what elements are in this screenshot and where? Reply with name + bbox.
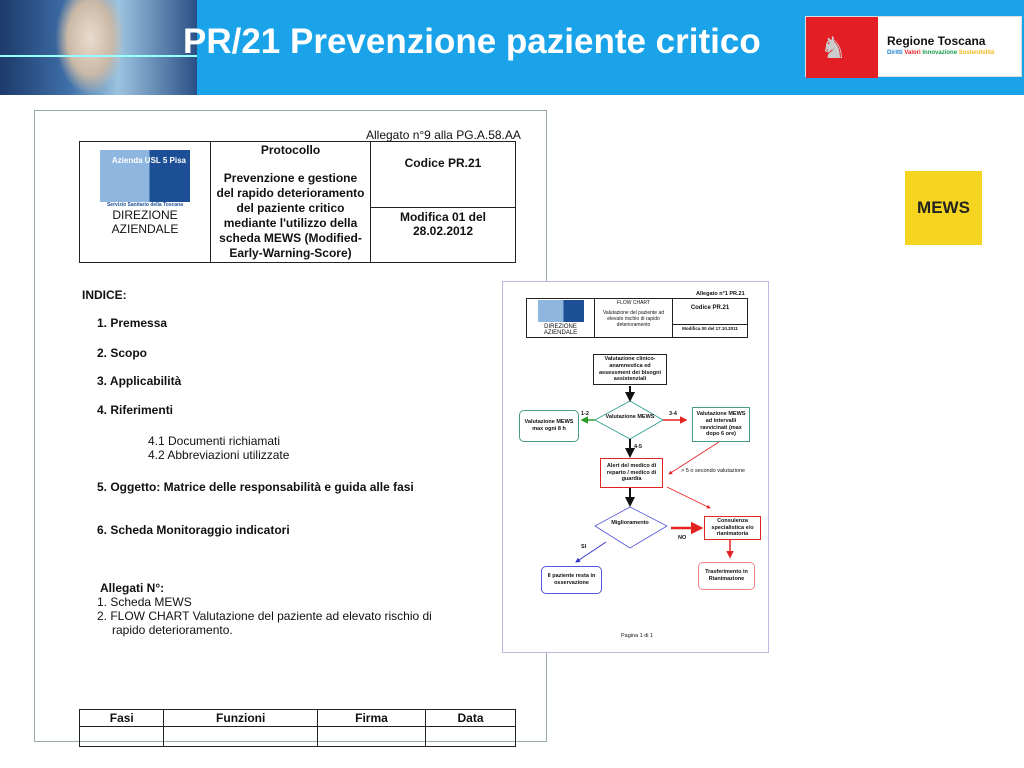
title-bar [0,0,1024,95]
index-item: 1. Premessa [97,316,168,330]
logo-name: Regione Toscana [887,34,986,48]
col-fasi: Fasi [80,710,164,727]
flow-description: Valutazione del paziente ad elevato rischio di rapido deterioramento [602,310,665,328]
logo-sub: Servizio Sanitario della Toscana [106,202,184,208]
header-photo [0,0,197,95]
node-mid-risk: Valutazione MEWS ad intervalli ravvicinati (max dopo 6 ore) [692,407,750,442]
tag-2: Valori [904,50,921,56]
index-item: 2. Scopo [97,346,148,360]
flow-modifica: Modifica 00 del 17.10.2011 [673,325,748,338]
pegasus-flag-icon: ♞ [806,17,878,78]
node-consult: Consulenza specialistica e/o rianimatoria [704,516,761,540]
node-start: Valutazione clinico-anamnestica ed assessment dei bisogni assistenziali [593,354,667,385]
flow-codice: Codice PR.21 [673,299,748,325]
slide-title: PR/21 Prevenzione paziente critico [183,22,761,61]
sub-item: 4.1 Documenti richiamati [148,434,281,448]
allegato-item: 1. Scheda MEWS [97,595,192,609]
col-funzioni: Funzioni [164,710,317,727]
flowchart-document [502,281,769,653]
index-item: 4. Riferimenti [97,403,174,417]
mews-badge: MEWS [905,171,982,245]
node-observe: Il paziente resta in osservazione [541,566,602,594]
tag-3: Innovazione [922,50,958,56]
edge-label-high: 4-5 [634,444,642,450]
node-alert: Alert del medico di reparto / medico di guardia [600,458,663,488]
regione-toscana-logo [805,16,1022,77]
sub-item: 4.2 Abbreviazioni utilizzate [148,448,290,462]
allegato-item: 2. FLOW CHART Valutazione del paziente ad elevato rischio di rapido deterioramento. [97,609,432,638]
edge-label-mid: 3-4 [669,411,677,417]
node-transfer: Trasferimento in Rianimazione [698,562,755,590]
edge-label-low: 1-2 [581,411,589,417]
mews-diamond [595,401,663,439]
index-item: 3. Applicabilità [97,374,182,388]
logo-tagline [887,50,994,56]
modifica: Modifica 01 del 28.02.2012 [371,208,516,263]
tag-1: Diritti [887,50,903,56]
tag-4: Sostenibilità [958,50,995,56]
node-improve: Miglioramento [611,520,649,526]
index-item: 6. Scheda Monitoraggio indicatori [97,523,290,537]
flow-allegato: Allegato n°1 PR.21 [696,291,745,297]
edge-label-yes: SI [581,544,587,550]
node-mews: Valutazione MEWS [605,414,655,420]
direzione: DIREZIONE AZIENDALE [111,208,179,236]
allegati-title: Allegati N°: [100,581,165,595]
codice: Codice PR.21 [371,142,516,208]
flow-title: FLOW CHART [617,300,650,306]
indice-title: INDICE: [82,288,127,302]
protocol-header-table [79,141,516,263]
allegato-label: Allegato n°9 alla PG.A.58.AA [366,128,521,142]
page-footer: Pagina 1 di 1 [621,633,654,639]
protocol-description: Prevenzione e gestione del rapido deterioramento del paziente critico mediante l'utilizzo della scheda MEWS (Modified-Early-Warning-Score) [216,171,365,260]
node-low-risk: Valutazione MEWS max ogni 8 h [519,410,579,442]
index-item: 5. Oggetto: Matrice delle responsabilità e guida alle fasi [97,480,414,494]
signature-table [79,709,516,747]
edge-label-escalate: > 5 o secondo valutazione [681,468,746,474]
protocol-document [34,110,547,742]
col-firma: Firma [317,710,425,727]
edge-label-no: NO [678,535,687,541]
flow-direzione: DIREZIONE AZIENDALE [543,324,578,336]
protocollo-label: Protocollo [260,143,321,157]
sst-logo: Azienda USL 5 Pisa [100,150,190,202]
col-data: Data [426,710,516,727]
